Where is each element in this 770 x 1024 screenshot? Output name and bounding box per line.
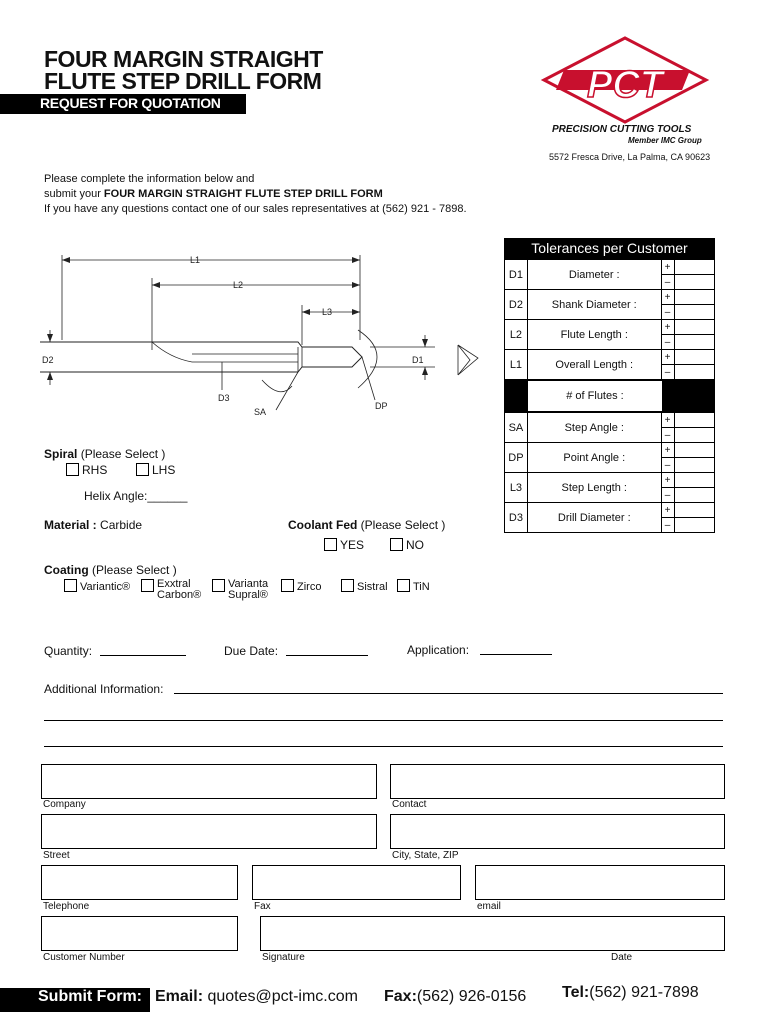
plus-sign: + bbox=[661, 350, 674, 365]
tol-row bbox=[505, 350, 715, 365]
tel-number: (562) 921-7898 bbox=[589, 984, 699, 1001]
additional-info-line-3[interactable] bbox=[44, 746, 723, 747]
tol-code: D2 bbox=[505, 290, 528, 320]
spiral-hint: (Please Select ) bbox=[80, 447, 166, 461]
coating-hint: (Please Select ) bbox=[92, 563, 177, 577]
minus-sign: – bbox=[661, 428, 674, 443]
tol-plus-input[interactable] bbox=[674, 443, 714, 458]
plus-sign: + bbox=[661, 290, 674, 305]
tol-plus-input[interactable] bbox=[674, 350, 714, 365]
rhs-label: RHS bbox=[82, 463, 108, 477]
variantic-checkbox[interactable] bbox=[64, 579, 77, 592]
contact-input[interactable] bbox=[390, 764, 725, 799]
tel-label-bold: Tel: bbox=[562, 984, 590, 1001]
label-L1: L1 bbox=[190, 255, 201, 265]
label-SA: SA bbox=[254, 407, 267, 417]
minus-sign: – bbox=[661, 488, 674, 503]
coating-option-sistral[interactable] bbox=[341, 579, 388, 593]
tol-code: L1 bbox=[505, 350, 528, 380]
rhs-checkbox[interactable] bbox=[66, 463, 79, 476]
company-input[interactable] bbox=[41, 764, 377, 799]
sistral-label: Sistral bbox=[357, 581, 388, 593]
tol-minus-input[interactable] bbox=[674, 518, 714, 533]
application-input[interactable] bbox=[480, 654, 552, 655]
yes-label: YES bbox=[340, 538, 365, 552]
tol-minus-input[interactable] bbox=[674, 275, 714, 290]
tol-plus-input[interactable] bbox=[674, 473, 714, 488]
varianta-label: Varianta Supral® bbox=[228, 578, 269, 601]
email-input[interactable] bbox=[475, 865, 725, 900]
tol-minus-input[interactable] bbox=[674, 305, 714, 320]
minus-sign: – bbox=[661, 305, 674, 320]
plus-sign: + bbox=[661, 413, 674, 428]
intro-line-1: Please complete the information below and bbox=[44, 173, 255, 185]
tol-name: Shank Diameter : bbox=[527, 290, 661, 320]
tol-row bbox=[505, 290, 715, 305]
spiral-option-lhs[interactable] bbox=[136, 463, 175, 477]
minus-sign: – bbox=[661, 518, 674, 533]
company-label: Company bbox=[43, 799, 86, 810]
coolant-option-no[interactable] bbox=[390, 538, 424, 552]
tol-row bbox=[505, 473, 715, 488]
email-address-link[interactable]: quotes@pct-imc.com bbox=[207, 988, 358, 1005]
tol-plus-input[interactable] bbox=[674, 413, 714, 428]
contact-label: Contact bbox=[392, 799, 427, 810]
plus-sign: + bbox=[661, 473, 674, 488]
tol-code: L2 bbox=[505, 320, 528, 350]
tin-checkbox[interactable] bbox=[397, 579, 410, 592]
coating-label: Coating bbox=[44, 563, 89, 577]
date-label: Date bbox=[611, 952, 633, 963]
flutes-input[interactable] bbox=[663, 381, 715, 412]
title-line-1: FOUR MARGIN STRAIGHT bbox=[44, 46, 323, 72]
tolerances-table bbox=[504, 238, 715, 533]
tol-minus-input[interactable] bbox=[674, 428, 714, 443]
coolant-hint: (Please Select ) bbox=[360, 518, 446, 532]
city-input[interactable] bbox=[390, 814, 725, 849]
fax-label: Fax bbox=[254, 901, 271, 912]
sistral-checkbox[interactable] bbox=[341, 579, 354, 592]
tol-plus-input[interactable] bbox=[674, 290, 714, 305]
application-label: Application: bbox=[407, 643, 470, 657]
telephone-label: Telephone bbox=[43, 901, 90, 912]
coating-option-zirco[interactable] bbox=[281, 579, 321, 593]
minus-sign: – bbox=[661, 458, 674, 473]
tol-code: DP bbox=[505, 443, 528, 473]
no-label: NO bbox=[406, 538, 424, 552]
tin-label: TiN bbox=[413, 581, 430, 593]
minus-sign: – bbox=[661, 335, 674, 350]
due-date-input[interactable] bbox=[286, 655, 368, 656]
email-label: email bbox=[477, 901, 501, 912]
additional-info-label: Additional Information: bbox=[44, 682, 164, 696]
label-D2: D2 bbox=[42, 355, 54, 365]
tol-code: SA bbox=[505, 413, 528, 443]
flutes-label: # of Flutes : bbox=[528, 381, 663, 412]
email-label-bold: Email: bbox=[155, 988, 204, 1005]
quantity-label: Quantity: bbox=[44, 644, 93, 658]
fax-input[interactable] bbox=[252, 865, 461, 900]
customer-number-label: Customer Number bbox=[43, 952, 125, 963]
variantic-label: Variantic® bbox=[80, 581, 131, 593]
tol-minus-input[interactable] bbox=[674, 335, 714, 350]
tol-name: Drill Diameter : bbox=[527, 503, 661, 533]
helix-angle-field[interactable]: Helix Angle:______ bbox=[84, 489, 188, 503]
logo-text: PCT bbox=[587, 64, 663, 106]
tol-name: Overall Length : bbox=[527, 350, 661, 380]
coolant-label: Coolant Fed bbox=[288, 518, 358, 532]
coating-option-exxtral[interactable] bbox=[141, 579, 209, 601]
tol-plus-input[interactable] bbox=[674, 260, 714, 275]
tol-plus-input[interactable] bbox=[674, 503, 714, 518]
tol-code: D3 bbox=[505, 503, 528, 533]
city-label: City, State, ZIP bbox=[392, 850, 459, 861]
signature-label: Signature bbox=[262, 952, 305, 963]
coolant-section bbox=[288, 518, 445, 532]
plus-sign: + bbox=[661, 503, 674, 518]
zirco-label: Zirco bbox=[297, 581, 322, 593]
tol-row bbox=[505, 260, 715, 275]
coating-option-tin[interactable] bbox=[397, 579, 430, 593]
flutes-code-cell bbox=[505, 381, 528, 412]
tol-name: Step Angle : bbox=[527, 413, 661, 443]
material-value: Carbide bbox=[100, 518, 143, 532]
spiral-option-rhs[interactable] bbox=[66, 463, 107, 477]
plus-sign: + bbox=[661, 320, 674, 335]
spiral-section bbox=[44, 447, 165, 461]
street-label: Street bbox=[43, 850, 70, 861]
footer-email bbox=[155, 988, 358, 1006]
brand-name: PRECISION CUTTING TOOLS bbox=[552, 124, 692, 135]
material-row bbox=[44, 518, 142, 532]
minus-sign: – bbox=[661, 275, 674, 290]
lhs-label: LHS bbox=[152, 463, 176, 477]
additional-info-line-1[interactable] bbox=[174, 693, 723, 694]
tolerances-title: Tolerances per Customer bbox=[504, 238, 715, 259]
material-label: Material : bbox=[44, 518, 97, 532]
tol-row bbox=[505, 413, 715, 428]
title-line-2: FLUTE STEP DRILL FORM bbox=[44, 68, 322, 94]
intro-line-2 bbox=[44, 187, 467, 202]
customer-number-input[interactable] bbox=[41, 916, 238, 951]
intro-text bbox=[44, 172, 467, 217]
fax-label-bold: Fax: bbox=[384, 988, 417, 1005]
coating-section bbox=[44, 563, 177, 577]
quantity-input[interactable] bbox=[100, 655, 186, 656]
intro-form-name: FOUR MARGIN STRAIGHT FLUTE STEP DRILL FORM bbox=[103, 188, 383, 200]
footer-fax bbox=[384, 988, 526, 1006]
brand-address: 5572 Fresca Drive, La Palma, CA 90623 bbox=[549, 152, 711, 162]
tol-name: Diameter : bbox=[527, 260, 661, 290]
subtitle: REQUEST FOR QUOTATION bbox=[40, 95, 221, 111]
coating-option-variantic[interactable] bbox=[64, 579, 130, 593]
fax-number: (562) 926-0156 bbox=[416, 988, 527, 1005]
coolant-option-yes[interactable] bbox=[324, 538, 364, 552]
spiral-label: Spiral bbox=[44, 447, 78, 461]
tol-row bbox=[505, 503, 715, 518]
telephone-input[interactable] bbox=[41, 865, 238, 900]
label-L3: L3 bbox=[322, 307, 333, 317]
label-DP: DP bbox=[375, 401, 388, 411]
additional-info-line-2[interactable] bbox=[44, 720, 723, 721]
tol-code: L3 bbox=[505, 473, 528, 503]
varianta-checkbox[interactable] bbox=[212, 579, 225, 592]
yes-checkbox[interactable] bbox=[324, 538, 337, 551]
coating-option-varianta[interactable] bbox=[212, 579, 278, 601]
tol-plus-input[interactable] bbox=[674, 320, 714, 335]
tol-code: D1 bbox=[505, 260, 528, 290]
form-title bbox=[44, 48, 323, 92]
brand-member: Member IMC Group bbox=[628, 136, 702, 145]
label-L2: L2 bbox=[233, 280, 244, 290]
due-date-label: Due Date: bbox=[224, 644, 279, 658]
footer-tel bbox=[562, 984, 699, 1002]
no-checkbox[interactable] bbox=[390, 538, 403, 551]
exxtral-checkbox[interactable] bbox=[141, 579, 154, 592]
label-D3: D3 bbox=[218, 393, 230, 403]
exxtral-label: Exxtral Carbon® bbox=[157, 578, 202, 601]
plus-sign: + bbox=[661, 260, 674, 275]
tol-name: Flute Length : bbox=[527, 320, 661, 350]
tol-row bbox=[505, 320, 715, 335]
drill-diagram bbox=[40, 250, 500, 420]
plus-sign: + bbox=[661, 443, 674, 458]
tol-name: Point Angle : bbox=[527, 443, 661, 473]
lhs-checkbox[interactable] bbox=[136, 463, 149, 476]
tol-minus-input[interactable] bbox=[674, 488, 714, 503]
tol-row bbox=[505, 443, 715, 458]
label-D1: D1 bbox=[412, 355, 424, 365]
submit-form-button[interactable]: Submit Form: bbox=[38, 988, 142, 1005]
signature-input[interactable] bbox=[260, 916, 725, 951]
tol-name: Step Length : bbox=[527, 473, 661, 503]
street-input[interactable] bbox=[41, 814, 377, 849]
intro-line-3: If you have any questions contact one of our sales representatives at (562) 921 - 7898. bbox=[44, 203, 467, 215]
tol-minus-input[interactable] bbox=[674, 458, 714, 473]
pct-logo bbox=[540, 36, 710, 130]
minus-sign: – bbox=[661, 365, 674, 380]
tol-minus-input[interactable] bbox=[674, 365, 714, 380]
intro-prefix: submit your bbox=[44, 188, 104, 200]
zirco-checkbox[interactable] bbox=[281, 579, 294, 592]
